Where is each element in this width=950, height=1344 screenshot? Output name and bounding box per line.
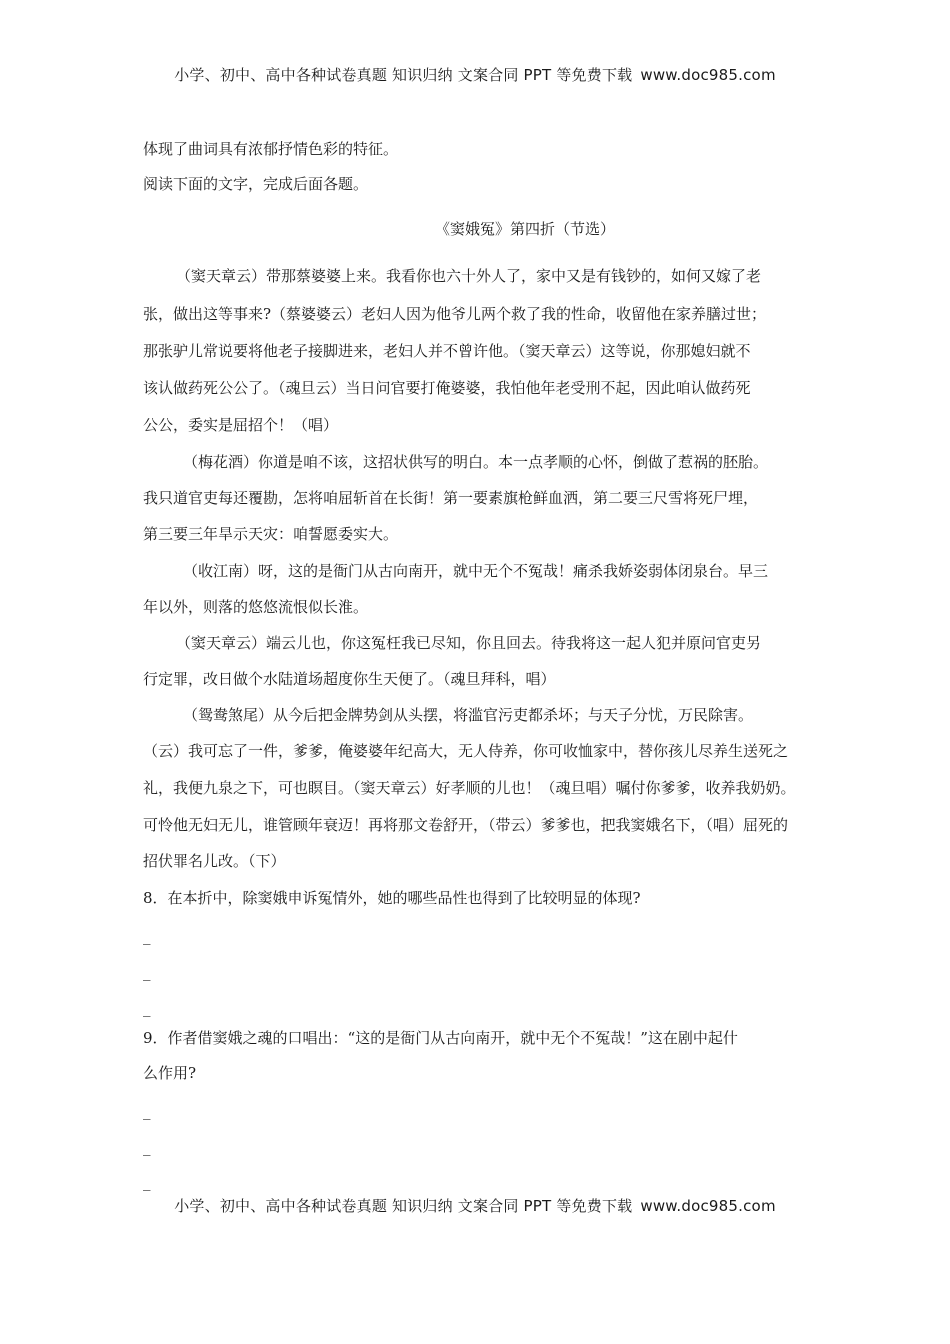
answer-line[interactable]: _ xyxy=(143,963,151,981)
answer-line[interactable]: _ xyxy=(143,1102,151,1120)
question-8: 8．在本折中，除窦娥申诉冤情外，她的哪些品性也得到了比较明显的体现? xyxy=(143,889,641,907)
passage-line: 年以外，则落的悠悠流恨似长淮。 xyxy=(143,598,369,616)
passage-line: （鸳鸯煞尾）从今后把金牌势剑从头摆，将滥官污吏都杀坏；与天子分忧，万民除害。 xyxy=(183,706,754,724)
answer-line[interactable]: _ xyxy=(143,1138,151,1156)
passage-line: （窦天章云）带那蔡婆婆上来。我看你也六十外人了，家中又是有钱钞的，如何又嫁了老 xyxy=(176,267,762,285)
passage-line: 该认做药死公公了。（魂旦云）当日问官要打俺婆婆，我怕他年老受刑不起，因此咱认做药死 xyxy=(143,379,751,397)
intro-line-1: 体现了曲词具有浓郁抒情色彩的特征。 xyxy=(143,140,399,158)
answer-line[interactable]: _ xyxy=(143,999,151,1017)
header-url[interactable]: www.doc985.com xyxy=(640,66,776,84)
footer-text: 小学、初中、高中各种试卷真题 知识归纳 文案合同 PPT 等免费下载 xyxy=(174,1197,633,1215)
passage-line: 礼，我便九泉之下，可也瞑目。（窦天章云）好孝顺的儿也！（魂旦唱）嘱付你爹爹，收养我奶奶。 xyxy=(143,779,796,797)
passage-line: 行定罪，改日做个水陆道场超度你生天便了。（魂旦拜科，唱） xyxy=(143,670,556,688)
passage-line: 公公，委实是屈招个！（唱） xyxy=(143,416,339,434)
footer-url[interactable]: www.doc985.com xyxy=(640,1197,776,1215)
passage-line: 张，做出这等事来?（蔡婆婆云）老妇人因为他爷儿两个救了我的性命，收留他在家养膳过世； xyxy=(143,305,767,323)
passage-line: （窦天章云）端云儿也，你这冤枉我已尽知，你且回去。待我将这一起人犯并原问官吏另 xyxy=(176,634,762,652)
answer-line[interactable]: _ xyxy=(143,927,151,945)
question-9-line-1: 9．作者借窦娥之魂的口唱出：“这的是衙门从古向南开，就中无个不冤哉！”这在剧中起什 xyxy=(143,1029,738,1047)
answer-line[interactable]: _ xyxy=(143,1173,151,1191)
passage-line: 第三要三年旱示天灾：咱誓愿委实大。 xyxy=(143,525,399,543)
intro-line-2: 阅读下面的文字，完成后面各题。 xyxy=(143,175,369,193)
question-9-line-2: 么作用? xyxy=(143,1064,197,1082)
passage-line: 我只道官吏每还覆勘，怎将咱屈斩首在长街！第一要素旗枪鲜血洒，第二要三尺雪将死尸埋， xyxy=(143,489,759,507)
page-header xyxy=(0,64,950,85)
passage-title: 《窦娥冤》第四折（节选） xyxy=(434,220,615,238)
passage-line: （梅花酒）你道是咱不该，这招状供写的明白。本一点孝顺的心怀，倒做了惹祸的胚胎。 xyxy=(183,453,769,471)
page-footer xyxy=(0,1195,950,1216)
passage-line: 那张驴儿常说要将他老子接脚进来，老妇人并不曾许他。（窦天章云）这等说，你那媳妇就不 xyxy=(143,342,751,360)
passage-line: 可怜他无妇无儿，谁管顾年衰迈！再将那文卷舒开，（带云）爹爹也，把我窦娥名下，（唱）屈死的 xyxy=(143,816,789,834)
passage-line: （收江南）呀，这的是衙门从古向南开，就中无个不冤哉！痛杀我娇姿弱体闭泉台。早三 xyxy=(183,562,769,580)
passage-line: 招伏罪名儿改。（下） xyxy=(143,852,286,870)
header-text: 小学、初中、高中各种试卷真题 知识归纳 文案合同 PPT 等免费下载 xyxy=(174,66,633,84)
passage-line: （云）我可忘了一件，爹爹，俺婆婆年纪高大，无人侍养，你可收恤家中，替你孩儿尽养生送死之 xyxy=(143,742,789,760)
